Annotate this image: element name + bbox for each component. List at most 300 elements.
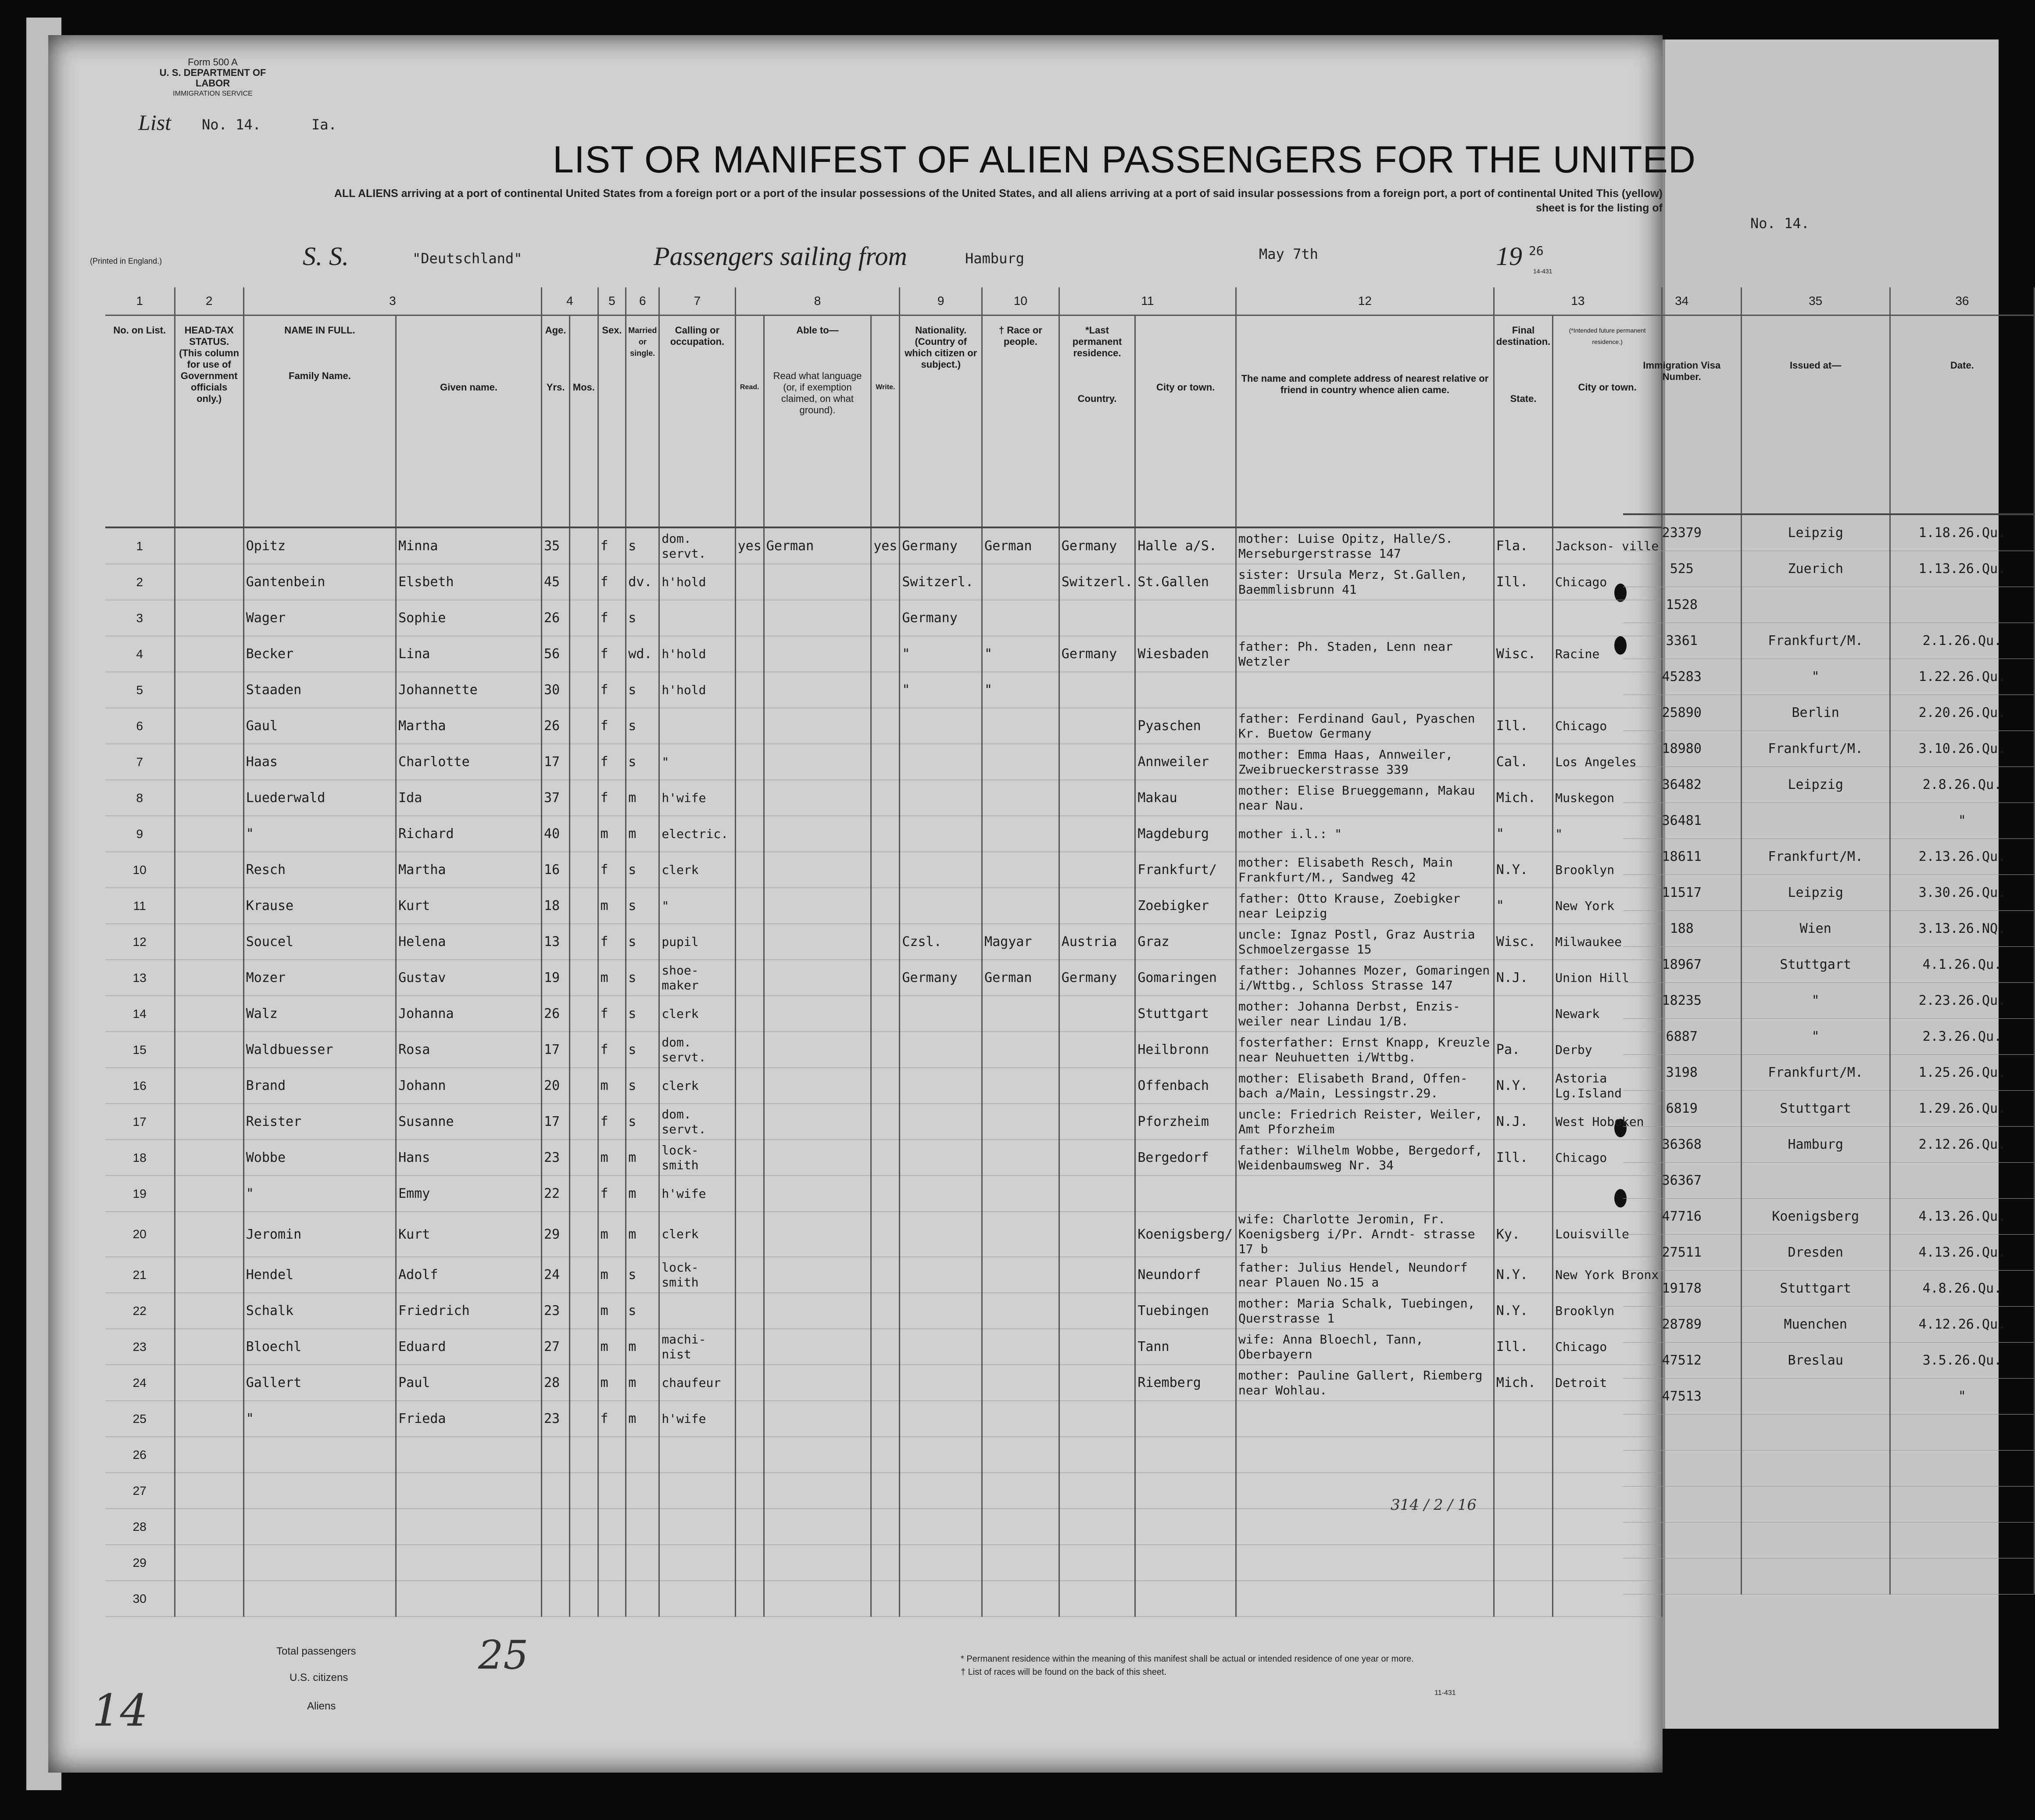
occupation: h'hold [659,672,735,708]
form-header [147,57,279,99]
visa-date [1890,1487,2034,1523]
nearest-relative: father: Wilhelm Wobbe, Bergedorf, Weidenbaumsweg Nr. 34 [1236,1140,1494,1176]
head-tax-cell [175,1581,243,1617]
visa-row [1623,1055,2035,1091]
sex-cell: f [598,924,626,960]
age-years: 16 [542,852,570,888]
dest-state: Fla. [1494,527,1552,564]
race-cell [982,996,1059,1032]
header-age: Age. [545,325,566,336]
given-name: Eduard [396,1329,542,1365]
occupation: clerk [659,1068,735,1104]
race-cell [982,1365,1059,1401]
visa-row [1623,1415,2035,1451]
nationality [900,1401,982,1437]
dest-state: " [1494,816,1552,852]
residence-city: Tann [1135,1329,1236,1365]
race-cell [982,1509,1059,1545]
row-number: 24 [105,1365,175,1401]
family-name: Mozer [243,960,396,996]
header-no-on-list: No. on List. [105,315,175,528]
nationality [900,996,982,1032]
visa-date: 1.18.26.Qu. [1890,514,2034,551]
occupation [659,1473,735,1509]
table-row [105,1437,1662,1473]
occupation: " [659,888,735,924]
row-number: 12 [105,924,175,960]
nearest-relative: mother: Maria Schalk, Tuebingen, Querstrasse 1 [1236,1293,1494,1329]
residence-city [1135,1545,1236,1581]
head-tax-cell [175,1032,243,1068]
header-nearest-relative: The name and complete address of nearest relative or friend in country whence alien came. [1236,315,1494,528]
age-months [570,924,598,960]
race-cell [982,600,1059,636]
nationality [900,888,982,924]
nationality [900,1545,982,1581]
header-read-label: Read. [740,383,759,391]
read-language [764,1068,871,1104]
age-months [570,1581,598,1617]
residence-city: Annweiler [1135,744,1236,780]
given-name: Helena [396,924,542,960]
age-months [570,1401,598,1437]
row-number: 10 [105,852,175,888]
head-tax-cell [175,1176,243,1212]
manifest-title: LIST OR MANIFEST OF ALIEN PASSENGERS FOR THE UNITED [553,139,1696,181]
ship-name: "Deutschland" [412,250,522,267]
age-months [570,744,598,780]
marital-status: wd. [626,636,659,672]
nearest-relative: father: Ferdinand Gaul, Pyaschen Kr. Buetow Germany [1236,708,1494,744]
given-name: Minna [396,527,542,564]
head-tax-cell [175,1401,243,1437]
occupation: " [659,744,735,780]
can-read [735,1509,764,1545]
issued-at: Frankfurt/M. [1741,731,1890,767]
given-name: Kurt [396,888,542,924]
issued-at: Berlin [1741,695,1890,731]
colnum-36: 36 [1890,287,2034,315]
issued-at: Dresden [1741,1235,1890,1271]
nationality [900,1581,982,1617]
table-row [105,1212,1662,1257]
table-row [105,1365,1662,1401]
dest-city: Brooklyn [1553,1293,1662,1329]
visa-row [1623,1487,2035,1523]
occupation [659,1437,735,1473]
row-number: 26 [105,1437,175,1473]
sailing-date: May 7th [1259,246,1318,262]
age-years: 19 [542,960,570,996]
given-name: Lina [396,636,542,672]
nearest-relative [1236,1437,1494,1473]
dest-city: Chicago [1553,1329,1662,1365]
occupation: clerk [659,852,735,888]
nationality [900,1257,982,1293]
marital-status: m [626,1401,659,1437]
family-name: Opitz [243,527,396,564]
nationality: Czsl. [900,924,982,960]
can-write [871,1257,900,1293]
nationality: Germany [900,527,982,564]
nearest-relative: mother: Emma Haas, Annweiler, Zweibrueckerstrasse 339 [1236,744,1494,780]
header-married: Married or single. [626,315,659,528]
marital-status: s [626,672,659,708]
marital-status: s [626,924,659,960]
age-years [542,1581,570,1617]
race-cell: " [982,672,1059,708]
issued-at: Frankfurt/M. [1741,1055,1890,1091]
row-number: 20 [105,1212,175,1257]
dest-state: N.Y. [1494,1068,1552,1104]
can-write [871,1176,900,1212]
nationality [900,852,982,888]
visa-date: 1.25.26.Qu. [1890,1055,2034,1091]
read-language [764,1140,871,1176]
nationality: Germany [900,600,982,636]
marital-status: dv. [626,564,659,600]
issued-at: Stuttgart [1741,1271,1890,1307]
colnum-3: 3 [243,287,541,315]
table-row [105,527,1662,564]
visa-date: 2.8.26.Qu. [1890,767,2034,803]
head-tax-cell [175,1104,243,1140]
occupation: h'hold [659,564,735,600]
visa-date: 2.23.26.Qu. [1890,983,2034,1019]
residence-city: Pforzheim [1135,1104,1236,1140]
visa-date [1890,1163,2034,1199]
occupation: h'wife [659,780,735,816]
head-tax-cell [175,527,243,564]
family-name: Wager [243,600,396,636]
visa-date: 3.13.26.NQ. [1890,911,2034,947]
table-row [105,672,1662,708]
can-write [871,744,900,780]
visa-date: 4.12.26.Qu. [1890,1307,2034,1343]
marital-status: s [626,1104,659,1140]
read-language [764,1257,871,1293]
head-tax-cell [175,672,243,708]
age-months [570,672,598,708]
visa-row [1623,947,2035,983]
visa-row [1623,1271,2035,1307]
nearest-relative: mother: Elisabeth Resch, Main Frankfurt/M., Sandweg 42 [1236,852,1494,888]
total-passengers-label: Total passengers [276,1645,356,1657]
issued-at: Leipzig [1741,875,1890,911]
visa-number [1623,1487,1741,1523]
visa-date: " [1890,803,2034,839]
issued-at: Stuttgart [1741,1091,1890,1127]
sex-cell: m [598,816,626,852]
occupation [659,708,735,744]
sex-cell: m [598,960,626,996]
race-cell [982,1140,1059,1176]
visa-date [1890,1415,2034,1451]
race-cell [982,1581,1059,1617]
colnum-7: 7 [659,287,735,315]
visa-number: 525 [1623,551,1741,587]
handwritten-tally: 314 / 2 / 16 [1391,1496,1477,1514]
can-read [735,636,764,672]
table-row [105,1509,1662,1545]
visa-number: 36368 [1623,1127,1741,1163]
header-dest-city-label: City or town. [1578,382,1637,393]
head-tax-cell [175,600,243,636]
row-number: 1 [105,527,175,564]
nationality: " [900,636,982,672]
age-years [542,1437,570,1473]
table-row [105,1401,1662,1437]
marital-status: m [626,816,659,852]
given-name [396,1473,542,1509]
marital-status [626,1545,659,1581]
given-name: Friedrich [396,1293,542,1329]
sex-cell [598,1545,626,1581]
age-years: 45 [542,564,570,600]
residence-country [1059,1473,1135,1509]
residence-city: St.Gallen [1135,564,1236,600]
header-age-yrs [542,315,570,528]
head-tax-cell [175,780,243,816]
visa-date: 1.13.26.Qu. [1890,551,2034,587]
given-name: Sophie [396,600,542,636]
age-years: 22 [542,1176,570,1212]
occupation: h'wife [659,1176,735,1212]
nearest-relative [1236,600,1494,636]
sheet-code: 14-431 [1533,268,1552,275]
residence-country [1059,780,1135,816]
row-number: 13 [105,960,175,996]
head-tax-cell [175,1365,243,1401]
head-tax-cell [175,1545,243,1581]
can-write [871,924,900,960]
read-language [764,1473,871,1509]
dest-state: Ill. [1494,564,1552,600]
read-language [764,1581,871,1617]
family-name: Resch [243,852,396,888]
given-name: Frieda [396,1401,542,1437]
age-months [570,960,598,996]
visa-date: 2.12.26.Qu. [1890,1127,2034,1163]
age-years: 24 [542,1257,570,1293]
nationality: Germany [900,960,982,996]
given-name [396,1437,542,1473]
dest-state: Mich. [1494,1365,1552,1401]
visa-table [1623,287,2035,1594]
given-name [396,1545,542,1581]
can-write [871,1545,900,1581]
header-read-lang-label: Read what language (or, if exemption claimed, on what ground). [773,370,862,416]
department-name: U. S. DEPARTMENT OF LABOR [159,67,266,89]
table-row [105,1329,1662,1365]
table-row [105,780,1662,816]
row-number: 9 [105,816,175,852]
visa-number: 18235 [1623,983,1741,1019]
visa-date: 1.29.26.Qu. [1890,1091,2034,1127]
residence-city: Neundorf [1135,1257,1236,1293]
visa-row [1623,659,2035,695]
residence-city: Wiesbaden [1135,636,1236,672]
family-name: Gaul [243,708,396,744]
residence-country: Germany [1059,527,1135,564]
table-row [105,1176,1662,1212]
read-language [764,1329,871,1365]
nationality [900,816,982,852]
table-row [105,1068,1662,1104]
read-language [764,1212,871,1257]
nearest-relative [1236,1545,1494,1581]
marital-status [626,1581,659,1617]
given-name: Gustav [396,960,542,996]
head-tax-cell [175,564,243,600]
ss-label: S. S. [303,242,349,271]
residence-country [1059,1401,1135,1437]
read-language [764,888,871,924]
age-years: 56 [542,636,570,672]
table-row [105,816,1662,852]
age-years: 23 [542,1401,570,1437]
head-tax-cell [175,960,243,996]
table-row [105,564,1662,600]
column-number-row [105,287,1662,315]
age-months [570,1329,598,1365]
residence-city: Zoebigker [1135,888,1236,924]
given-name: Kurt [396,1212,542,1257]
age-months [570,1509,598,1545]
race-cell [982,1104,1059,1140]
read-language [764,600,871,636]
given-name: Ida [396,780,542,816]
nearest-relative [1236,1581,1494,1617]
can-write [871,888,900,924]
residence-city: Halle a/S. [1135,527,1236,564]
age-months [570,1032,598,1068]
us-citizens-label: U.S. citizens [290,1672,348,1684]
age-months [570,1140,598,1176]
can-read [735,780,764,816]
occupation: clerk [659,1212,735,1257]
issued-at: Zuerich [1741,551,1890,587]
sex-cell [598,1437,626,1473]
colnum-12: 12 [1236,287,1494,315]
head-tax-cell [175,816,243,852]
visa-date: 2.1.26.Qu. [1890,623,2034,659]
residence-country [1059,1437,1135,1473]
nearest-relative: fosterfather: Ernst Knapp, Kreuzle near Neuhuetten i/Wttbg. [1236,1032,1494,1068]
table-row [105,1581,1662,1617]
nearest-relative: father: Johannes Mozer, Gomaringen i/Wttbg., Schloss Strasse 147 [1236,960,1494,996]
can-write [871,996,900,1032]
visa-number: 1528 [1623,587,1741,623]
sex-cell: f [598,744,626,780]
dest-city: Chicago [1553,1140,1662,1176]
issued-at: Stuttgart [1741,947,1890,983]
can-read [735,1365,764,1401]
dest-city: Milwaukee [1553,924,1662,960]
row-number: 29 [105,1545,175,1581]
visa-date: 4.8.26.Qu. [1890,1271,2034,1307]
family-name: " [243,1176,396,1212]
sex-cell: m [598,1329,626,1365]
sex-cell: m [598,1293,626,1329]
departure-port: Hamburg [965,250,1024,267]
visa-row [1623,1163,2035,1199]
issued-at: Breslau [1741,1343,1890,1379]
table-row [105,636,1662,672]
race-cell [982,1545,1059,1581]
residence-city: Graz [1135,924,1236,960]
sex-cell: m [598,888,626,924]
race-cell [982,1257,1059,1293]
visa-date [1890,587,2034,623]
colnum-11: 11 [1059,287,1236,315]
header-country-label: Country. [1077,393,1117,404]
dest-state: Pa. [1494,1032,1552,1068]
sex-cell: f [598,600,626,636]
visa-date: 2.3.26.Qu. [1890,1019,2034,1055]
visa-date [1890,1558,2034,1594]
family-name [243,1473,396,1509]
header-yrs: Yrs. [546,382,565,393]
visa-number: 19178 [1623,1271,1741,1307]
issued-at: Frankfurt/M. [1741,623,1890,659]
marital-status [626,1509,659,1545]
can-write [871,636,900,672]
can-read [735,852,764,888]
family-name: Hendel [243,1257,396,1293]
can-write [871,1293,900,1329]
age-months [570,996,598,1032]
visa-row [1623,623,2035,659]
occupation [659,1293,735,1329]
residence-city: Bergedorf [1135,1140,1236,1176]
visa-date: " [1890,1379,2034,1415]
head-tax-cell [175,1212,243,1257]
dest-state [1494,1581,1552,1617]
row-number: 19 [105,1176,175,1212]
sex-cell: m [598,1257,626,1293]
can-write [871,1068,900,1104]
visa-row [1623,1127,2035,1163]
marital-status: m [626,1176,659,1212]
occupation: h'hold [659,636,735,672]
visa-row [1623,1199,2035,1235]
race-cell: Magyar [982,924,1059,960]
sex-cell: m [598,1140,626,1176]
residence-city: Gomaringen [1135,960,1236,996]
nationality [900,1293,982,1329]
issued-at: " [1741,1019,1890,1055]
can-read [735,996,764,1032]
given-name: Johanna [396,996,542,1032]
row-number: 17 [105,1104,175,1140]
visa-row [1623,514,2035,551]
colnum-34: 34 [1623,287,1741,315]
read-language [764,564,871,600]
age-years: 26 [542,600,570,636]
issued-at: " [1741,659,1890,695]
visa-number: 25890 [1623,695,1741,731]
visa-row [1623,1558,2035,1594]
issued-at: Leipzig [1741,767,1890,803]
year-prefix: 19 [1496,242,1522,271]
issued-at [1741,1379,1890,1415]
handwritten-total: 25 [478,1632,529,1678]
header-able-to: Able to— [796,325,839,336]
row-number: 27 [105,1473,175,1509]
residence-country [1059,1329,1135,1365]
visa-number: 47513 [1623,1379,1741,1415]
